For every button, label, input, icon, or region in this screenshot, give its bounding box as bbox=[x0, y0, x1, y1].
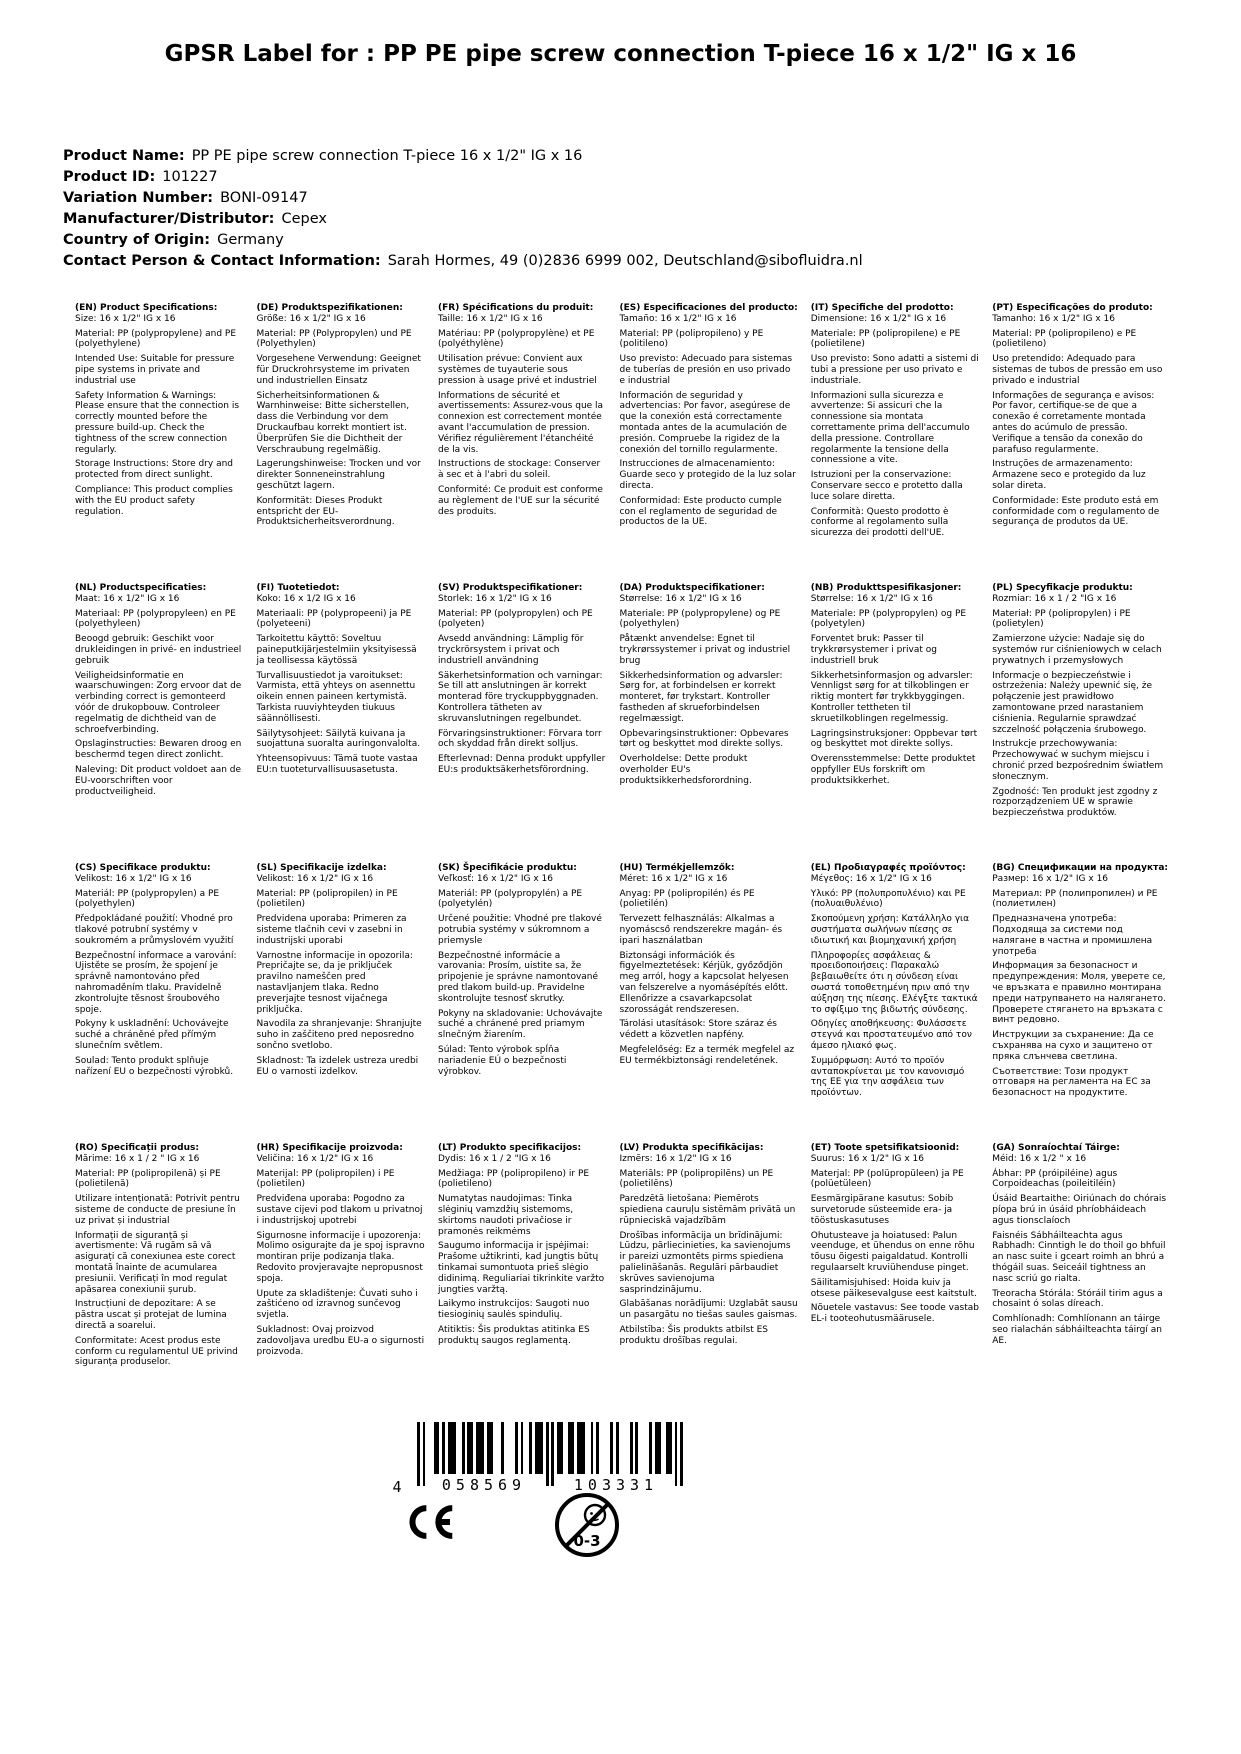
spec-paragraph: Anyag: PP (polipropilén) és PE (polietilén) bbox=[619, 888, 755, 910]
spec-paragraph: Bezpečnostné informácie a varovania: Prosím, uistite sa, že pripojenie je správne namontované pred tlakom build-up. Pravidelne skontrolujte tesnosť skrutky. bbox=[438, 950, 599, 1004]
spec-paragraph: Tárolási utasítások: Store száraz és védett a közvetlen napfény. bbox=[619, 1019, 777, 1041]
spec-paragraph: Material: PP (polypropylene) and PE (polyethylene) bbox=[75, 328, 237, 350]
barcode-bar bbox=[635, 1422, 638, 1474]
spec-paragraph: Størrelse: 16 x 1/2" IG x 16 bbox=[810, 593, 933, 604]
spec-heading-ga: (GA) Sonraíochtaí Táirge: bbox=[992, 1143, 1120, 1153]
spec-paragraph: Drošības informācija un brīdinājumi: Lūdzu, pārliecinieties, ka savienojums ir pareizi uzmontēts pirms spiediena palielināšanās. Regulāri pārbaudiet skrūves savienojuma sasprindzinājumu. bbox=[619, 1230, 791, 1295]
spec-block-pl bbox=[992, 583, 1168, 863]
spec-paragraph: Efterlevnad: Denna produkt uppfyller EU:s produktsäkerhetsförordning. bbox=[438, 754, 606, 775]
product-id-value: 101227 bbox=[162, 169, 218, 185]
spec-paragraph: Predviđena uporaba: Pogodno za sustave cijevi pod tlakom u privatnoj i industrijskoj upotrebi bbox=[256, 1194, 423, 1226]
spec-paragraph: Nõuetele vastavus: See toode vastab EL-i tooteohutusmäärusele. bbox=[810, 1303, 979, 1325]
country-of-origin-label: Country of Origin: bbox=[63, 232, 211, 248]
spec-paragraph: Velikost: 16 x 1/2" IG x 16 bbox=[75, 873, 192, 884]
spec-paragraph: Materiāls: PP (polipropilēns) un PE (polietilēns) bbox=[619, 1168, 774, 1190]
spec-block-fr bbox=[438, 303, 607, 583]
barcode-bar bbox=[596, 1422, 599, 1474]
spec-block-sl bbox=[257, 863, 426, 1143]
spec-block-hu bbox=[620, 863, 798, 1143]
spec-paragraph: Οδηγίες αποθήκευσης: Φυλάσσετε στεγνά και προστατευμένο από τον άμεσο ηλιακό φως. bbox=[810, 1019, 972, 1051]
spec-paragraph: Maat: 16 x 1/2" IG x 16 bbox=[75, 593, 180, 604]
product-name-value: PP PE pipe screw connection T-piece 16 x 1/2" IG x 16 bbox=[191, 148, 583, 164]
spec-block-en bbox=[75, 303, 244, 583]
spec-paragraph: Forventet bruk: Passer til trykkrørsystemer i privat og industriell bruk bbox=[810, 634, 937, 666]
spec-paragraph: Intended Use: Suitable for pressure pipe systems in private and industrial use bbox=[75, 354, 235, 386]
barcode-bar bbox=[535, 1422, 543, 1474]
spec-paragraph: Materijal: PP (polipropilen) i PE (polietilen) bbox=[256, 1168, 395, 1190]
spec-paragraph: Размер: 16 x 1/2" IG x 16 bbox=[992, 873, 1109, 884]
spec-heading-hu: (HU) Termékjellemzők: bbox=[619, 863, 735, 873]
spec-paragraph: Υλικό: PP (πολυπροπυλένιο) και PE (πολυαιθυλένιο) bbox=[810, 888, 966, 910]
spec-block-el bbox=[811, 863, 980, 1143]
barcode-bar bbox=[546, 1422, 549, 1486]
spec-paragraph: Informații de siguranță și avertismente: Vă rugăm să vă asigurați că conexiunea este corect montată înainte de acumularea presiunii. Verificați în mod regulat apăsarea conexiunii șurub. bbox=[75, 1230, 236, 1295]
spec-paragraph: Utilizare intenționată: Potrivit pentru sisteme de conducte de presiune în uz privat și industrial bbox=[75, 1194, 240, 1226]
spec-paragraph: Predvidena uporaba: Primeren za sisteme tlačnih cevi v zasebni in industrijski uporabi bbox=[256, 914, 407, 946]
spec-paragraph: Material: PP (Polypropylen) und PE (Polyethylen) bbox=[256, 328, 412, 350]
product-id-label: Product ID: bbox=[63, 169, 156, 185]
spec-paragraph: Upute za skladištenje: Čuvati suho i zaštićeno od izravnog sunčevog svjetla. bbox=[256, 1288, 418, 1321]
spec-paragraph: Tervezett felhasználás: Alkalmas a nyomáscső rendszerekre magán- és ipari használatban bbox=[619, 914, 783, 946]
spec-paragraph: Naleving: Dit product voldoet aan de EU-voorschriften voor productveiligheid. bbox=[75, 764, 242, 797]
spec-block-da bbox=[620, 583, 798, 863]
spec-block-fi bbox=[257, 583, 426, 863]
spec-paragraph: Sikkerhetsinformasjon og advarsler: Vennligst sørg for at tilkoblingen er riktig montert før trykkbyggingen. Kontroller tettheten til skruetilkoblingen regelmessig. bbox=[810, 670, 973, 724]
spec-paragraph: Laikymo instrukcijos: Saugoti nuo tiesioginių saulės spindulių. bbox=[438, 1299, 590, 1321]
spec-heading-sk: (SK) Špecifikácie produktu: bbox=[438, 863, 577, 873]
product-name-row bbox=[63, 146, 863, 167]
spec-block-cs bbox=[75, 863, 244, 1143]
barcode-bar bbox=[675, 1422, 678, 1486]
spec-paragraph: Beoogd gebruik: Geschikt voor drukleidingen in privé- en industrieel gebruik bbox=[75, 634, 242, 666]
age-warning-0-3-icon bbox=[552, 1490, 622, 1560]
spec-paragraph: Предназначена употреба: Подходяща за системи под налягане в частна и промишлена употреба bbox=[992, 914, 1153, 957]
spec-paragraph: Tarkoitettu käyttö: Soveltuu paineputkijärjestelmiin yksityisessä ja teollisessa käytössä bbox=[256, 634, 417, 666]
spec-paragraph: Velikost: 16 x 1/2" IG x 16 bbox=[256, 873, 374, 884]
barcode-bar bbox=[442, 1422, 445, 1474]
spec-paragraph: Biztonsági információk és figyelmeztetések: Kérjük, győződjön meg arról, hogy a kapcsolat helyesen van felszerelve a nyomásépítés előtt. Ellenőrizze a csavarkapcsolat szorosságát rendszeresen. bbox=[619, 950, 789, 1015]
spec-heading-nl: (NL) Productspecificaties: bbox=[75, 583, 207, 593]
barcode-bar bbox=[591, 1422, 594, 1474]
spec-block-lt bbox=[438, 1143, 607, 1423]
spec-paragraph: Conformitate: Acest produs este conform cu regulamentul UE privind siguranța produselor. bbox=[75, 1335, 238, 1368]
spec-paragraph: Varnostne informacije in opozorila: Prepričajte se, da je priključek pravilno nameščen pred nastavljanjem tlaka. Redno preverjajte tesnost vijačnega priključka. bbox=[256, 950, 413, 1015]
spec-paragraph: Size: 16 x 1/2" IG x 16 bbox=[75, 313, 176, 324]
spec-paragraph: Informações de segurança e avisos: Por favor, certifique-se de que a conexão é corretamente montada antes do acúmulo de pressão. Verifique a tensão da conexão do parafuso regularmente. bbox=[992, 390, 1155, 455]
spec-paragraph: Информация за безопасност и предупреждения: Моля, уверете се, че връзката е правилно монтирана преди натрупването на налягането. Проверете стягането на връзката с винт редовно. bbox=[992, 961, 1166, 1026]
product-name-label: Product Name: bbox=[63, 148, 185, 164]
spec-heading-it: (IT) Specifiche del prodotto: bbox=[810, 303, 954, 313]
spec-paragraph: Dydis: 16 x 1 / 2 "IG x 16 bbox=[438, 1153, 551, 1164]
spec-paragraph: Megfelelőség: Ez a termék megfelel az EU termékbiztonsági rendeletének. bbox=[619, 1044, 795, 1066]
spec-block-es bbox=[620, 303, 798, 583]
page-title: GPSR Label for : PP PE pipe screw connection T-piece 16 x 1/2" IG x 16 bbox=[164, 41, 1077, 67]
spec-paragraph: Méret: 16 x 1/2" IG x 16 bbox=[619, 873, 728, 884]
variation-number-value: BONI-09147 bbox=[220, 190, 308, 206]
spec-heading-et: (ET) Toote spetsifikatsioonid: bbox=[810, 1143, 960, 1153]
barcode-bar bbox=[515, 1422, 518, 1474]
spec-heading-de: (DE) Produktspezifikationen: bbox=[256, 303, 403, 313]
product-info bbox=[63, 146, 863, 272]
spec-paragraph: Súlad: Tento výrobok spĺňa nariadenie EÚ o bezpečnosti výrobkov. bbox=[438, 1044, 567, 1077]
spec-paragraph: Soulad: Tento produkt splňuje nařízení EU o bezpečnosti výrobků. bbox=[75, 1055, 234, 1077]
product-id-row bbox=[63, 167, 863, 188]
spec-block-bg bbox=[992, 863, 1168, 1143]
spec-paragraph: Sukladnost: Ovaj proizvod zadovoljava uredbu EU-a o sigurnosti proizvoda. bbox=[256, 1324, 425, 1357]
spec-paragraph: Rozmiar: 16 x 1 / 2 "IG x 16 bbox=[992, 593, 1117, 604]
contact-label: Contact Person & Contact Information: bbox=[63, 253, 381, 269]
barcode-bar bbox=[568, 1422, 574, 1474]
barcode-bar bbox=[666, 1422, 672, 1474]
ce-mark-icon bbox=[406, 1496, 468, 1548]
spec-paragraph: Istruzioni per la conservazione: Conservare secco e protetto dalla luce solare diretta. bbox=[810, 470, 963, 502]
spec-paragraph: Storlek: 16 x 1/2" IG x 16 bbox=[438, 593, 552, 604]
spec-paragraph: Instructions de stockage: Conserver à sec et à l'abri du soleil. bbox=[438, 459, 601, 481]
spec-paragraph: Pokyny na skladovanie: Uchovávajte suché a chránené pred priamym slnečným žiarením. bbox=[438, 1008, 603, 1041]
spec-paragraph: Overensstemmelse: Dette produktet oppfyller EUs forskrift om produktsikkerhet. bbox=[810, 754, 976, 786]
spec-paragraph: Größe: 16 x 1/2" IG x 16 bbox=[256, 313, 366, 324]
barcode-bar bbox=[529, 1422, 532, 1474]
spec-paragraph: Instrukcje przechowywania: Przechowywać w suchym miejscu i chronić przed bezpośrednim światłem słonecznym. bbox=[992, 739, 1164, 782]
spec-paragraph: Medžiaga: PP (polipropileno) ir PE (polietileno) bbox=[438, 1168, 590, 1190]
spec-paragraph: Påtænkt anvendelse: Egnet til trykrørssystemer i privat og industriel brug bbox=[619, 634, 791, 666]
spec-paragraph: Zgodność: Ten produkt jest zgodny z rozporządzeniem UE w sprawie bezpieczeństwa produktów. bbox=[992, 786, 1158, 819]
spec-paragraph: Съответствие: Този продукт отговаря на регламента на ЕС за безопасност на продуктите. bbox=[992, 1066, 1151, 1099]
spec-paragraph: Bezpečnostní informace a varování: Ujistěte se prosím, že spojení je správně namontováno před nahromaděním tlaku. Pravidelně zkontrolujte těsnost šroubového spoje. bbox=[75, 950, 237, 1015]
spec-heading-en: (EN) Product Specifications: bbox=[75, 303, 218, 313]
spec-paragraph: Eesmärgipärane kasutus: Sobib survetorude süsteemide era- ja tööstuskasutuses bbox=[810, 1194, 954, 1226]
spec-paragraph: Navodila za shranjevanje: Shranjujte suho in zaščiteno pred neposredno sončno svetlobo. bbox=[256, 1019, 422, 1051]
barcode-bar bbox=[476, 1422, 484, 1474]
barcode-bar bbox=[462, 1422, 465, 1474]
spec-paragraph: Materiaali: PP (polypropeeni) ja PE (polyeteeni) bbox=[256, 608, 412, 630]
spec-paragraph: Taille: 16 x 1/2" IG x 16 bbox=[438, 313, 543, 324]
barcode-digits-group1: 058569 bbox=[441, 1476, 527, 1494]
spec-block-et bbox=[811, 1143, 980, 1423]
spec-block-pt bbox=[992, 303, 1168, 583]
spec-paragraph: Utilisation prévue: Convient aux systèmes de tuyauterie sous pression à usage privé et industriel bbox=[438, 354, 597, 386]
spec-paragraph: Materiál: PP (polypropylen) a PE (polyethylen) bbox=[75, 888, 220, 910]
spec-paragraph: Comhlíonadh: Comhlíonann an táirge seo rialachán sábháilteachta táirgí an AE. bbox=[992, 1314, 1162, 1346]
spec-paragraph: Förvaringsinstruktioner: Förvara torr och skyddad från direkt solljus. bbox=[438, 728, 602, 750]
spec-paragraph: Turvallisuustiedot ja varoitukset: Varmista, että yhteys on asennettu oikein ennen paineen kertymistä. Tarkista ruuviyhteyden tiukuus säännöllisesti. bbox=[256, 670, 416, 724]
spec-paragraph: Ábhar: PP (próipiléine) agus Corpoideachas (poileitiléin) bbox=[992, 1168, 1118, 1190]
spec-paragraph: Material: PP (polipropilen) in PE (polietilen) bbox=[256, 888, 398, 910]
barcode-bar bbox=[448, 1422, 456, 1474]
spec-paragraph: Ohutusteave ja hoiatused: Palun veenduge, et ühendus on enne rõhu tõusu õigesti paigaldatud. Kontrolli regulaarselt kruviühenduse pinget. bbox=[810, 1230, 975, 1273]
manufacturer-row bbox=[63, 209, 863, 230]
spec-paragraph: Uso previsto: Adecuado para sistemas de tuberías de presión en uso privado e industrial bbox=[619, 354, 793, 386]
spec-paragraph: Conformidad: Este producto cumple con el reglamento de seguridad de productos de la UE. bbox=[619, 495, 782, 528]
spec-paragraph: Instrucciones de almacenamiento: Guarde seco y protegido de la luz solar directa. bbox=[619, 459, 796, 491]
spec-heading-es: (ES) Especificaciones del producto: bbox=[619, 303, 798, 313]
spec-paragraph: Materiál: PP (polypropylén) a PE (polyetylén) bbox=[438, 888, 583, 910]
barcode-bar bbox=[655, 1422, 661, 1474]
barcode-bar bbox=[616, 1422, 619, 1474]
barcode-bar bbox=[521, 1422, 524, 1474]
spec-paragraph: Uso previsto: Sono adatti a sistemi di tubi a pressione per uso privato e industriale. bbox=[810, 354, 979, 386]
spec-block-sv bbox=[438, 583, 607, 863]
spec-paragraph: Atitiktis: Šis produktas atitinka ES produktų saugos reglamentą. bbox=[438, 1324, 590, 1346]
spec-paragraph: Opslaginstructies: Bewaren droog en beschermd tegen direct zonlicht. bbox=[75, 739, 242, 761]
barcode-bar bbox=[434, 1422, 440, 1474]
spec-paragraph: Veiligheidsinformatie en waarschuwingen: Zorg ervoor dat de verbinding correct is gemonteerd vóór de drukopbouw. Controleer regelmatig de dichtheid van de schroefverbinding. bbox=[75, 670, 242, 735]
spec-heading-pl: (PL) Specyfikacje produktu: bbox=[992, 583, 1133, 593]
spec-paragraph: Materiaal: PP (polypropyleen) en PE (polyethyleen) bbox=[75, 608, 236, 630]
spec-paragraph: Compliance: This product complies with the EU product safety regulation. bbox=[75, 484, 233, 517]
contact-row bbox=[63, 251, 863, 272]
spec-paragraph: Sigurnosne informacije i upozorenja: Molimo osigurajte da je spoj ispravno montiran prije podizanja tlaka. Redovito provjeravajte nepropusnost spoja. bbox=[256, 1230, 425, 1284]
manufacturer-label: Manufacturer/Distributor: bbox=[63, 211, 275, 227]
spec-paragraph: Materiale: PP (polipropilene) e PE (polietilene) bbox=[810, 328, 961, 350]
spec-paragraph: Zamierzone użycie: Nadaje się do systemów rur ciśnieniowych w celach prywatnych i przemysłowych bbox=[992, 634, 1162, 666]
country-of-origin-value: Germany bbox=[217, 232, 284, 248]
spec-paragraph: Avsedd användning: Lämplig för tryckrörsystem i privat och industriell användning bbox=[438, 634, 584, 666]
spec-grid bbox=[75, 303, 1168, 1423]
spec-paragraph: Materiale: PP (polypropylene) og PE (polyethylen) bbox=[619, 608, 781, 630]
spec-heading-sv: (SV) Produktspecifikationer: bbox=[438, 583, 583, 593]
spec-heading-hr: (HR) Specifikacije proizvoda: bbox=[256, 1143, 403, 1153]
spec-paragraph: Safety Information & Warnings: Please ensure that the connection is correctly mounted before the pressure build-up. Check the tightness of the screw connection regularly. bbox=[75, 390, 240, 455]
spec-paragraph: Matériau: PP (polypropylène) et PE (polyéthylène) bbox=[438, 328, 595, 350]
spec-paragraph: Instrucțiuni de depozitare: A se păstra uscat și protejat de lumina directă a soarelui. bbox=[75, 1299, 227, 1331]
variation-number-row bbox=[63, 188, 863, 209]
spec-paragraph: Uso pretendido: Adequado para sistemas de tubos de pressão em uso privado e industrial bbox=[992, 354, 1163, 386]
spec-paragraph: Συμμόρφωση: Αυτό το προϊόν ανταποκρίνεται με τον κανονισμό της ΕΕ για την ασφάλεια των προϊόντων. bbox=[810, 1055, 965, 1099]
spec-paragraph: Saugumo informacija ir įspėjimai: Prašome užtikrinti, kad jungtis būtų tinkamai sumontuota prieš slėgio didinimą. Reguliariai tikrinkite varžto jungties varžtą. bbox=[438, 1241, 605, 1295]
spec-paragraph: Veľkosť: 16 x 1/2" IG x 16 bbox=[438, 873, 553, 884]
spec-heading-fr: (FR) Spécifications du produit: bbox=[438, 303, 594, 313]
spec-heading-pt: (PT) Especificações do produto: bbox=[992, 303, 1153, 313]
spec-paragraph: Σκοπούμενη χρήση: Κατάλληλο για συστήματα σωλήνων πίεσης σε ιδιωτική και βιομηχανική χρήση bbox=[810, 914, 970, 946]
ean-barcode bbox=[392, 1422, 683, 1498]
barcode-bar bbox=[501, 1422, 504, 1474]
spec-paragraph: Conformidade: Este produto está em conformidade com o regulamento de segurança de produtos da UE. bbox=[992, 495, 1160, 528]
barcode-bar bbox=[417, 1422, 420, 1486]
spec-paragraph: Инструкции за съхранение: Да се съхранява на сухо и защитено от пряка слънчева светлина. bbox=[992, 1030, 1154, 1062]
barcode-bar bbox=[577, 1422, 585, 1474]
barcode-bar bbox=[467, 1422, 473, 1474]
spec-paragraph: Lagringsinstruksjoner: Oppbevar tørt og beskyttet mot direkte sollys. bbox=[810, 728, 978, 750]
spec-paragraph: Størrelse: 16 x 1/2" IG x 16 bbox=[619, 593, 742, 604]
spec-paragraph: Úsáid Beartaithe: Oiriúnach do chórais píopa brú in úsáid phríobháideach agus tionsclaíoch bbox=[992, 1194, 1167, 1226]
spec-paragraph: Konformität: Dieses Produkt entspricht der EU-Produktsicherheitsverordnung. bbox=[256, 495, 395, 528]
spec-paragraph: Paredzētā lietošana: Piemērots spiediena cauruļu sistēmām privātā un rūpnieciskā vajadzībām bbox=[619, 1194, 796, 1226]
spec-block-sk bbox=[438, 863, 607, 1143]
spec-paragraph: Información de seguridad y advertencias: Por favor, asegúrese de que la conexión está correctamente montada antes de la acumulación de presión. Compruebe la rigidez de la conexión del tornillo regularmente. bbox=[619, 390, 791, 455]
spec-paragraph: Suurus: 16 x 1/2" IG x 16 bbox=[810, 1153, 924, 1164]
spec-paragraph: Material: PP (polipropileno) y PE (politileno) bbox=[619, 328, 764, 350]
spec-paragraph: Material: PP (polypropylen) och PE (polyeten) bbox=[438, 608, 593, 630]
spec-paragraph: Sikkerhedsinformation og advarsler: Sørg for, at forbindelsen er korrekt monteret, før trykstart. Kontroller fastheden af skrueforbindelsen regelmæssigt. bbox=[619, 670, 783, 724]
barcode-bar bbox=[630, 1422, 633, 1474]
variation-number-label: Variation Number: bbox=[63, 190, 214, 206]
spec-heading-cs: (CS) Specifikace produktu: bbox=[75, 863, 211, 873]
spec-block-it bbox=[811, 303, 980, 583]
spec-paragraph: Materjal: PP (polüpropüleen) ja PE (polüetüleen) bbox=[810, 1168, 964, 1190]
spec-paragraph: Veličina: 16 x 1/2" IG x 16 bbox=[256, 1153, 374, 1164]
spec-paragraph: Материал: PP (полипропилен) и PE (полиетилен) bbox=[992, 888, 1158, 910]
country-of-origin-row bbox=[63, 230, 863, 251]
spec-paragraph: Overholdelse: Dette produkt overholder EU's produktsikkerhedsforordning. bbox=[619, 754, 752, 786]
spec-heading-lv: (LV) Produkta specifikācijas: bbox=[619, 1143, 764, 1153]
spec-paragraph: Materiał: PP (polipropylen) i PE (polietylen) bbox=[992, 608, 1131, 630]
spec-paragraph: Material: PP (polipropilenă) și PE (polietilenă) bbox=[75, 1168, 221, 1190]
age-warning-text: 0-3 bbox=[573, 1532, 601, 1550]
spec-paragraph: Tamaño: 16 x 1/2" IG x 16 bbox=[619, 313, 737, 324]
spec-paragraph: Treoracha Stórála: Stóráil tirim agus a chosaint ó solas díreach. bbox=[992, 1288, 1163, 1310]
barcode-bar bbox=[551, 1422, 554, 1486]
spec-paragraph: Material: PP (polipropileno) e PE (polietileno) bbox=[992, 328, 1137, 350]
spec-block-de bbox=[257, 303, 426, 583]
spec-heading-fi: (FI) Tuotetiedot: bbox=[256, 583, 340, 593]
spec-block-nl bbox=[75, 583, 244, 863]
spec-paragraph: Skladnost: Ta izdelek ustreza uredbi EU o varnosti izdelkov. bbox=[256, 1055, 419, 1077]
spec-paragraph: Informacje o bezpieczeństwie i ostrzeżenia: Należy upewnić się, że połączenie jest prawidłowo zamontowane przed narastaniem ciśnienia. Regularnie sprawdzać szczelność połączenia śrubowego. bbox=[992, 670, 1153, 735]
spec-paragraph: Pokyny k uskladnění: Uchovávejte suché a chráněné před přímým slunečním světlem. bbox=[75, 1019, 229, 1051]
spec-paragraph: Säilitamisjuhised: Hoida kuiv ja otsese päikesevalguse eest kaitstult. bbox=[810, 1277, 977, 1299]
barcode-bar bbox=[557, 1422, 563, 1474]
spec-paragraph: Opbevaringsinstruktioner: Opbevares tørt og beskyttet mod direkte sollys. bbox=[619, 728, 789, 750]
spec-paragraph: Izmērs: 16 x 1/2" IG x 16 bbox=[619, 1153, 732, 1164]
spec-paragraph: Materiale: PP (polypropylen) og PE (polyetylen) bbox=[810, 608, 967, 630]
spec-paragraph: Informations de sécurité et avertissements: Assurez-vous que la connexion est correctement montée avant l'accumulation de pression. Vérifiez régulièrement l'étanchéité de la vis. bbox=[438, 390, 604, 455]
spec-paragraph: Mărime: 16 x 1 / 2 " IG x 16 bbox=[75, 1153, 200, 1164]
spec-block-nb bbox=[811, 583, 980, 863]
spec-block-ga bbox=[992, 1143, 1168, 1423]
spec-paragraph: Numatytas naudojimas: Tinka slėginių vamzdžių sistemoms, skirtoms naudoti privačiose ir pramonės reikmėms bbox=[438, 1194, 574, 1237]
spec-paragraph: Πληροφορίες ασφάλειας & προειδοποιήσεις: Παρακαλώ βεβαιωθείτε ότι η σύνδεση είναι σωστά τοποθετημένη πριν από την αύξηση της πίεσης. Ελέγξτε τακτικά το σφίξιμο της βιδωτής σύνδεσης. bbox=[810, 950, 978, 1015]
spec-paragraph: Určené použitie: Vhodné pre tlakové potrubia systémy v súkromnom a priemysle bbox=[438, 914, 602, 946]
spec-paragraph: Tamanho: 16 x 1/2" IG x 16 bbox=[992, 313, 1115, 324]
spec-block-ro bbox=[75, 1143, 244, 1423]
spec-paragraph: Storage Instructions: Store dry and protected from direct sunlight. bbox=[75, 459, 234, 481]
spec-heading-lt: (LT) Produkto specifikacijos: bbox=[438, 1143, 582, 1153]
spec-paragraph: Säilytysohjeet: Säilytä kuivana ja suojattuna suoralta auringonvalolta. bbox=[256, 728, 421, 750]
spec-paragraph: Dimensione: 16 x 1/2" IG x 16 bbox=[810, 313, 947, 324]
spec-paragraph: Conformité: Ce produit est conforme au règlement de l'UE sur la sécurité des produits. bbox=[438, 484, 603, 517]
contact-value: Sarah Hormes, 49 (0)2836 6999 002, Deutschland@sibofluidra.nl bbox=[387, 253, 863, 269]
spec-paragraph: Lagerungshinweise: Trocken und vor direkter Sonneneinstrahlung geschützt lagern. bbox=[256, 459, 421, 491]
spec-heading-ro: (RO) Specificații produs: bbox=[75, 1143, 199, 1153]
spec-heading-el: (EL) Προδιαγραφές προϊόντος: bbox=[810, 863, 966, 873]
spec-heading-nb: (NB) Produkttspesifikasjoner: bbox=[810, 583, 962, 593]
spec-paragraph: Faisnéis Sábháilteachta agus Rabhadh: Cinntigh le do thoil go bhfuil an nasc suite i gceart roimh an bhrú a thógáil suas. Seiceáil tightness an nasc scriú go rialta. bbox=[992, 1230, 1166, 1284]
spec-block-lv bbox=[620, 1143, 798, 1423]
spec-paragraph: Méid: 16 x 1/2 " x 16 bbox=[992, 1153, 1087, 1164]
spec-paragraph: Instruções de armazenamento: Armazene seco e protegido da luz solar direta. bbox=[992, 459, 1146, 491]
spec-heading-sl: (SL) Specifikacije izdelka: bbox=[256, 863, 387, 873]
spec-paragraph: Předpokládané použití: Vhodné pro tlakové potrubní systémy v soukromém a průmyslovém využití bbox=[75, 914, 234, 946]
barcode-bar bbox=[649, 1422, 652, 1474]
spec-paragraph: Säkerhetsinformation och varningar: Se till att anslutningen är korrekt monterad före tryckuppbyggnaden. Kontrollera tätheten av skruvanslutningen regelbundet. bbox=[438, 670, 603, 724]
barcode-bar bbox=[680, 1422, 683, 1486]
spec-paragraph: Sicherheitsinformationen & Warnhinweise: Bitte sicherstellen, dass die Verbindung vor dem Druckaufbau korrekt montiert ist. Überprüfen Sie die Dichtheit der Verschraubung regelmäßig. bbox=[256, 390, 410, 455]
barcode-digits-group2: 103331 bbox=[573, 1476, 659, 1494]
spec-paragraph: Conformità: Questo prodotto è conforme al regolamento sulla sicurezza dei prodotti dell'UE. bbox=[810, 506, 949, 539]
spec-paragraph: Vorgesehene Verwendung: Geeignet für Druckrohrsysteme im privaten und industriellen Einsatz bbox=[256, 354, 421, 386]
spec-paragraph: Atbilstība: Šis produkts atbilst ES produktu drošības regulai. bbox=[619, 1324, 769, 1346]
spec-block-hr bbox=[257, 1143, 426, 1423]
spec-paragraph: Μέγεθος: 16 x 1/2" IG x 16 bbox=[810, 873, 932, 884]
spec-paragraph: Koko: 16 x 1/2 IG x 16 bbox=[256, 593, 356, 604]
spec-paragraph: Informazioni sulla sicurezza e avvertenze: Si assicuri che la connessione sia montata correttamente prima dell'accumulo della pressione. Controllare regolarmente la tensione della connessione a vite. bbox=[810, 390, 970, 466]
spec-heading-bg: (BG) Спецификации на продукта: bbox=[992, 863, 1168, 873]
barcode-bar bbox=[610, 1422, 613, 1474]
spec-heading-da: (DA) Produktspecifikationer: bbox=[619, 583, 765, 593]
barcode-bar bbox=[487, 1422, 493, 1474]
spec-paragraph: Yhteensopivuus: Tämä tuote vastaa EU:n tuoteturvallisuusasetusta. bbox=[256, 754, 418, 775]
manufacturer-value: Cepex bbox=[281, 211, 327, 227]
barcode-digit-first: 4 bbox=[392, 1478, 402, 1496]
spec-paragraph: Glabāšanas norādījumi: Uzglabāt sausu un pasargātu no tiešas saules gaismas. bbox=[619, 1299, 798, 1321]
